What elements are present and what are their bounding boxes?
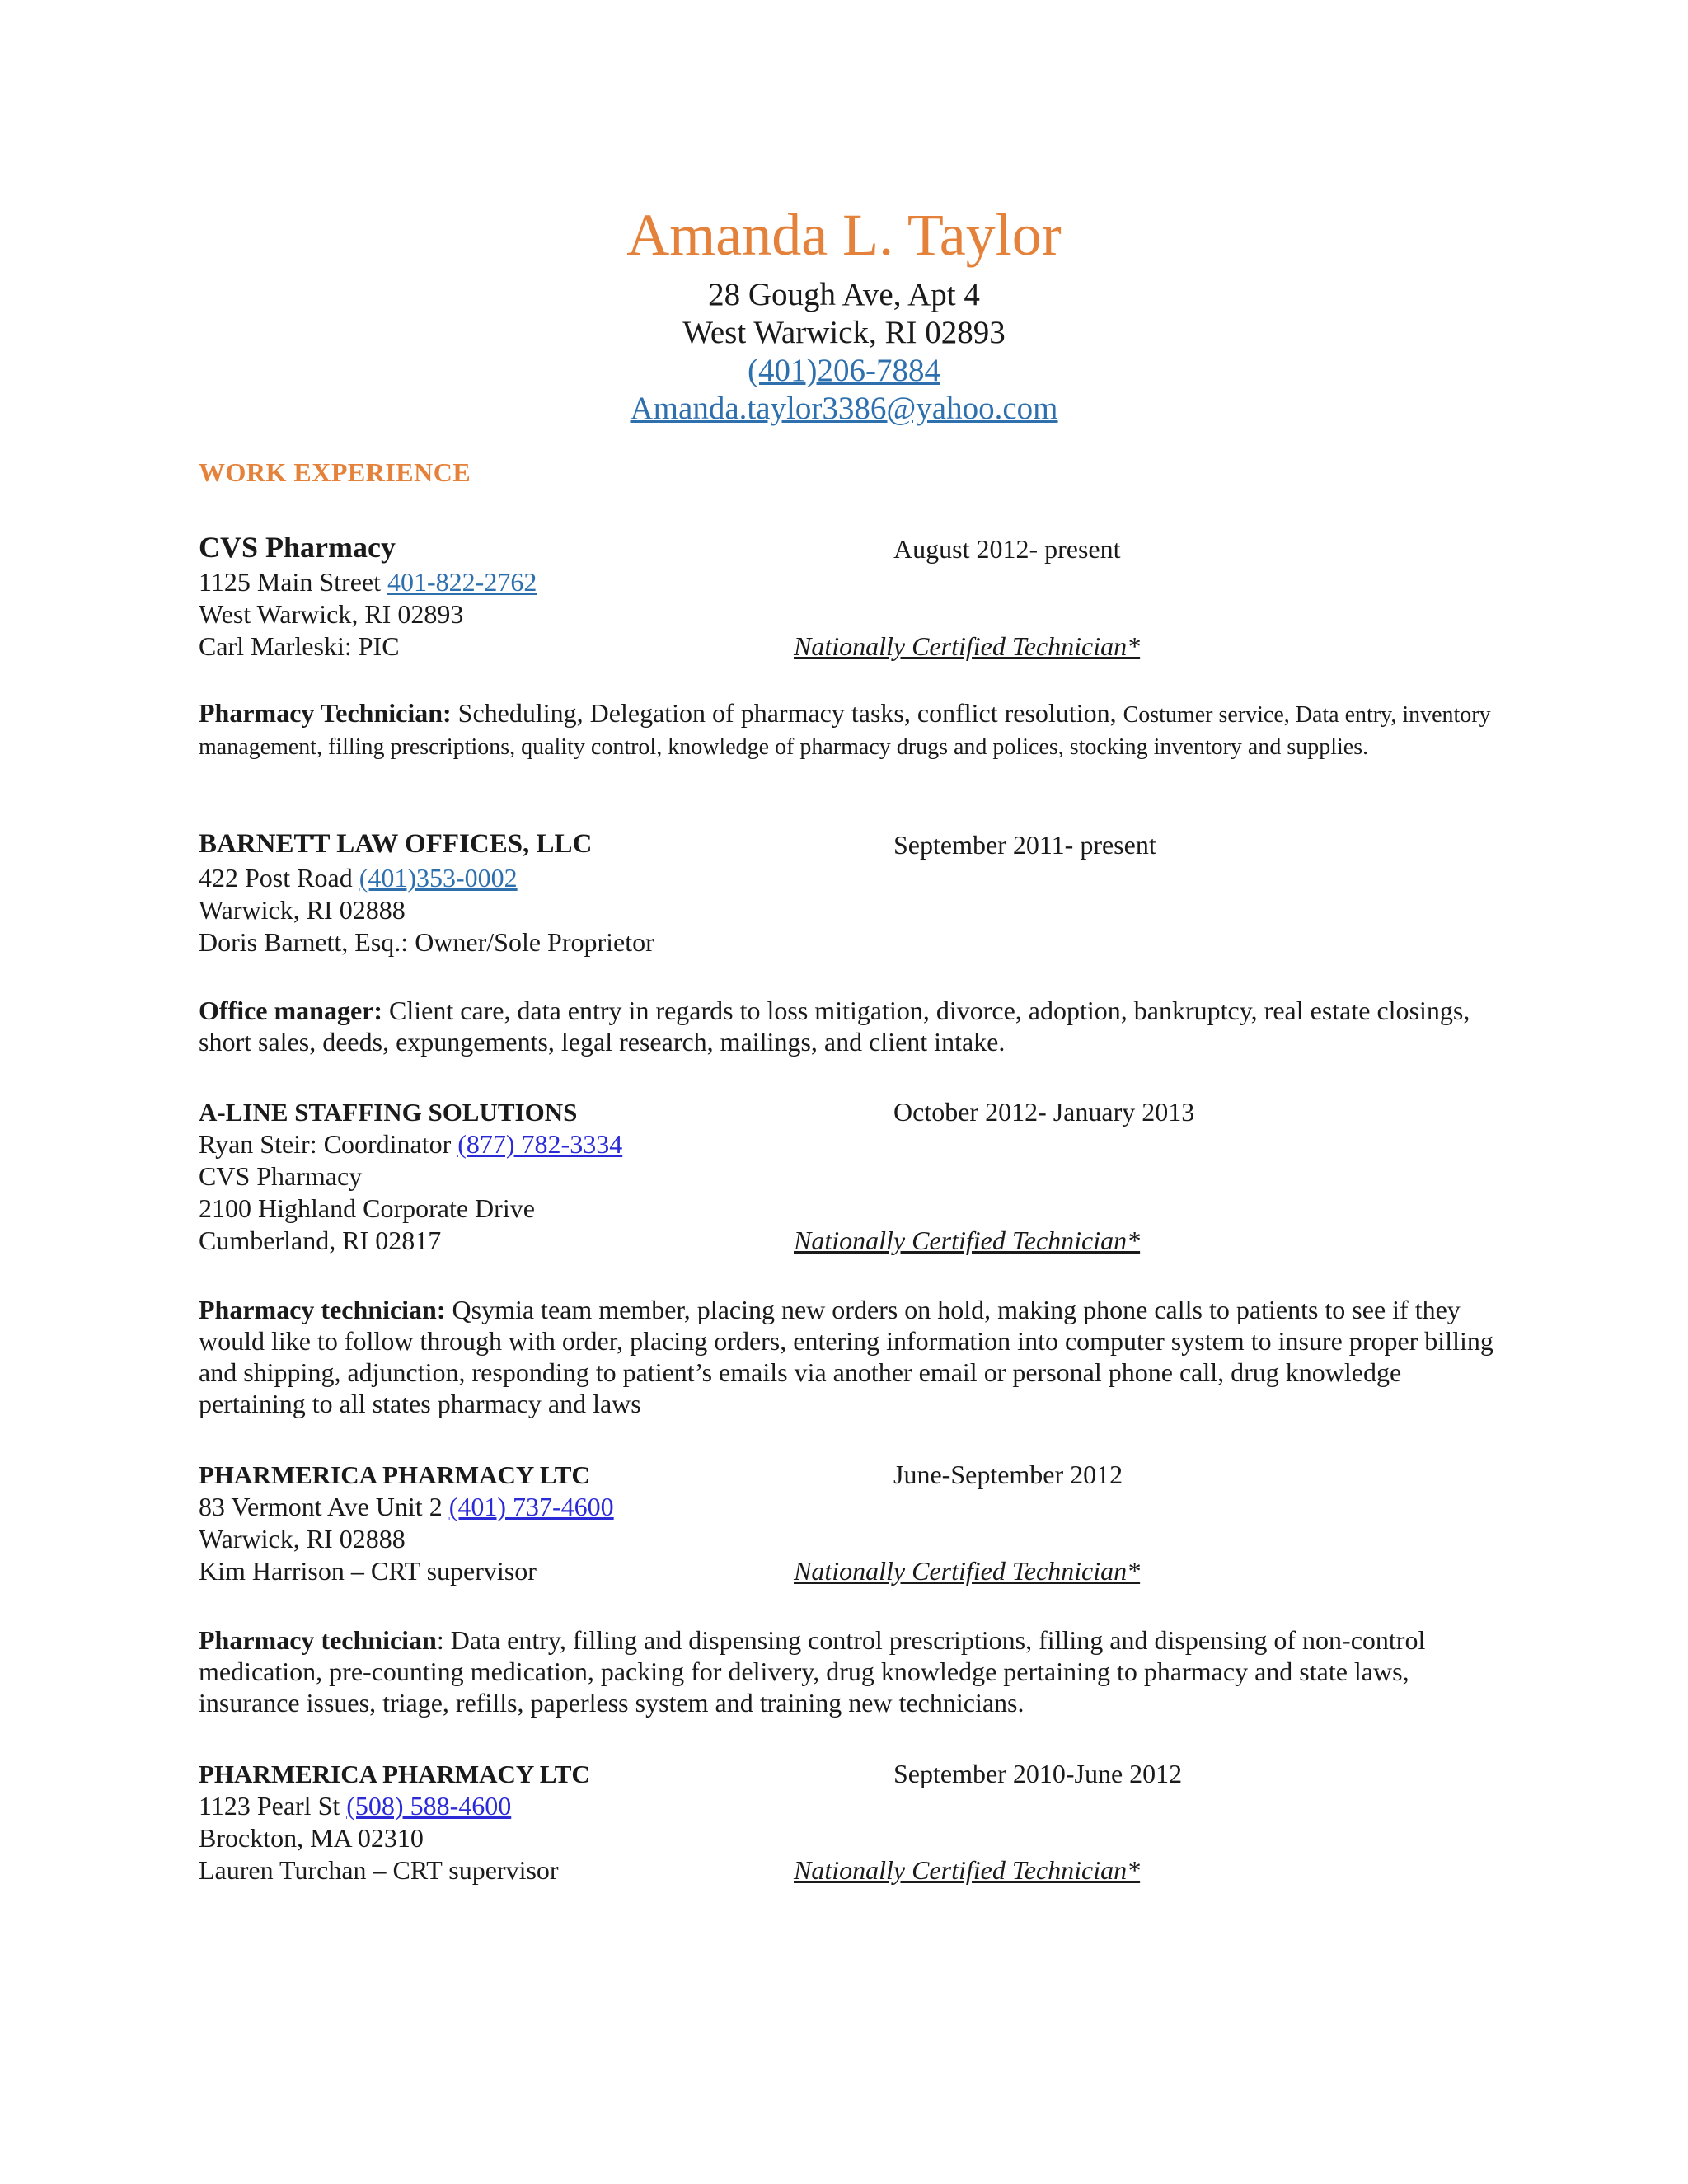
job-dates: September 2010-June 2012: [893, 1759, 1183, 1788]
job-description: [199, 698, 1501, 762]
job-entry-cvs: [199, 528, 1501, 663]
job-entry-barnett: [199, 824, 1501, 958]
job-description-text: Client care, data entry in regards to loss mitigation, divorce, adoption, bankruptcy, real estate closings, short sales, deeds, expungements, legal research, mailings, and client intake.: [199, 996, 1470, 1057]
job-description-text: Scheduling, Delegation of pharmacy tasks, conflict resolution,: [451, 698, 1123, 728]
job-description: [199, 995, 1501, 1057]
job-entry-pharmerica-warwick: [199, 1459, 1501, 1587]
email-link[interactable]: Amanda.taylor3386@yahoo.com: [630, 391, 1058, 426]
job-role: Office manager:: [199, 996, 383, 1025]
job-description: [199, 1294, 1501, 1419]
applicant-name: Amanda L. Taylor: [626, 202, 1062, 268]
certification-note: Nationally Certified Technician*: [794, 1226, 1141, 1255]
company-city: Warwick, RI 02888: [199, 895, 406, 925]
company-street: 1123 Pearl St: [199, 1791, 347, 1821]
company-contact: Carl Marleski: PIC: [199, 631, 400, 661]
job-role: Pharmacy technician:: [199, 1295, 446, 1324]
job-entry-pharmerica-brockton: [199, 1758, 1501, 1886]
phone-link[interactable]: (401)206-7884: [748, 353, 940, 388]
company-contact: Ryan Steir: Coordinator: [199, 1129, 458, 1159]
address-line-1: 28 Gough Ave, Apt 4: [708, 277, 980, 312]
company-city: West Warwick, RI 02893: [199, 599, 464, 629]
client-name: CVS Pharmacy: [199, 1161, 363, 1191]
company-city: Cumberland, RI 02817: [199, 1226, 442, 1255]
job-dates: September 2011- present: [893, 830, 1156, 860]
resume-header: [0, 194, 1688, 428]
company-name: CVS Pharmacy: [199, 531, 396, 564]
company-contact: Kim Harrison – CRT supervisor: [199, 1556, 537, 1586]
job-description: [199, 1624, 1501, 1718]
company-street: 83 Vermont Ave Unit 2: [199, 1492, 449, 1521]
job-dates: October 2012- January 2013: [893, 1097, 1195, 1127]
job-description-text: Qsymia team member, placing new orders on hold, making phone calls to patients to see if they would like to follow through with order, placing orders, entering information into computer system to insure proper billing and shipping, adjunction, responding to patient’s emails via another email or personal phone call, drug knowledge pertaining to all states pharmacy and laws: [199, 1295, 1493, 1418]
job-dates: June-September 2012: [893, 1460, 1123, 1489]
company-name: BARNETT LAW OFFICES, LLC: [199, 829, 593, 859]
address-line-2: West Warwick, RI 02893: [682, 315, 1006, 350]
company-phone-link[interactable]: 401-822-2762: [387, 567, 537, 597]
company-city: Warwick, RI 02888: [199, 1524, 406, 1554]
company-contact: Doris Barnett, Esq.: Owner/Sole Proprietor: [199, 927, 654, 957]
company-street: 1125 Main Street: [199, 567, 387, 597]
company-phone-link[interactable]: (401)353-0002: [359, 863, 518, 893]
company-name: A-LINE STAFFING SOLUTIONS: [199, 1098, 578, 1127]
company-contact: Lauren Turchan – CRT supervisor: [199, 1855, 559, 1885]
job-role: Pharmacy Technician:: [199, 698, 452, 728]
job-dates: August 2012- present: [893, 534, 1121, 564]
company-name: PHARMERICA PHARMACY LTC: [199, 1460, 590, 1489]
company-phone-link[interactable]: (508) 588-4600: [346, 1791, 512, 1821]
job-entry-aline: [199, 1096, 1501, 1257]
job-role: Pharmacy technician: [199, 1625, 437, 1655]
section-title-work-experience: WORK EXPERIENCE: [199, 457, 471, 487]
company-city: Brockton, MA 02310: [199, 1823, 424, 1853]
company-street: 422 Post Road: [199, 863, 359, 893]
certification-note: Nationally Certified Technician*: [794, 1855, 1141, 1885]
certification-note: Nationally Certified Technician*: [794, 631, 1141, 661]
company-phone-link[interactable]: (401) 737-4600: [448, 1492, 614, 1521]
company-name: PHARMERICA PHARMACY LTC: [199, 1760, 590, 1788]
certification-note: Nationally Certified Technician*: [794, 1556, 1141, 1586]
job-description-text-small: Costumer service, Data entry, inventory management, filling prescriptions, quality control, knowledge of pharmacy drugs and polices, stocking inventory and supplies.: [199, 702, 1491, 760]
job-description-text: : Data entry, filling and dispensing control prescriptions, filling and dispensing of non-control medication, pre-counting medication, packing for delivery, drug knowledge pertaining to pharmacy and state laws, insurance issues, triage, refills, paperless system and training new technicians.: [199, 1625, 1426, 1718]
company-street: 2100 Highland Corporate Drive: [199, 1193, 535, 1223]
company-phone-link[interactable]: (877) 782-3334: [457, 1129, 623, 1159]
